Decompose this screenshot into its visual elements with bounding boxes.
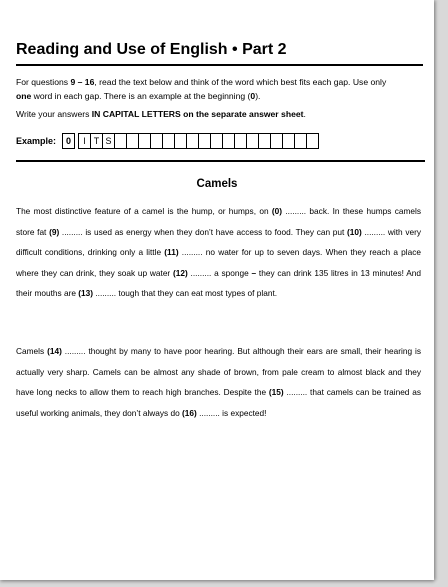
article-heading: Camels [196,178,238,190]
example-letter-box [115,133,127,149]
paragraph-text: ......... thought by many to have poor hearing. But although their ears are small, their hearing is actually very sharp. Camels can be almost any shade of brown, from pale cream to almost black and they have long necks to allow them to reach high branches. Despite the [16,346,421,397]
example-row [16,133,319,149]
example-letter-box: T [91,133,103,149]
paragraph-text: ......... tough that they can eat most types of plant. [93,288,278,298]
instr-text: . [303,109,306,119]
example-letter-box [235,133,247,149]
example-letter-box [259,133,271,149]
paragraph-text: ......... that camels can be trained as useful working animals, they don’t always do [16,387,421,418]
section-divider [16,160,425,162]
paragraph-text: ......... is expected! [196,407,267,418]
paragraph-text: ......... a sponge [187,267,252,278]
example-letter-box [175,133,187,149]
instr-bold-one: one [16,91,32,101]
gap-number: (14) [47,346,62,356]
example-letter-box [247,133,259,149]
example-letter-box [151,133,163,149]
instr-text: For questions [16,77,71,87]
paragraph-text: they can drink 135 litres in 13 minutes! And their mouths are [16,267,421,298]
example-label: Example: [16,136,57,146]
example-letter-box [307,133,319,149]
article-paragraph-2 [16,341,421,423]
gap-number: (15) [268,387,284,397]
instr-text: word in each gap. There is an example at the beginning ( [31,91,251,101]
example-letter-box [223,133,235,149]
example-letter-box [187,133,199,149]
example-answer-boxes [62,133,319,149]
article-paragraph-1 [16,201,421,304]
example-letter-box: I [78,133,91,149]
example-letter-box [127,133,139,149]
gap-number: (9) [49,226,60,237]
example-letter-box [199,133,211,149]
instr-text: ). [255,91,261,101]
example-letter-box [163,133,175,149]
paragraph-text: ......... is used as energy when they don’t have access to food. They can put [59,226,347,237]
paragraph-text: The most distinctive feature of a camel is the hump, or humps, on [16,206,272,216]
paragraph-text: ......... with very difficult conditions, drinking only a little [16,226,422,257]
gap-number: (11) [164,247,179,257]
example-letter-box [283,133,295,149]
instr-example-ref: 0 [250,91,256,101]
instructions-line-3 [16,107,426,122]
paragraph-text: Camels [16,346,48,356]
example-number-box: 0 [62,133,75,149]
example-letter-box [211,133,223,149]
page-title: Reading and Use of English • Part 2 [16,41,287,58]
example-letter-boxes [78,133,319,149]
gap-number: (10) [347,226,362,237]
gap-number: (16) [182,407,197,418]
instr-text: Write your answers [16,109,92,119]
gap-number: (13) [78,288,94,298]
instructions-line-1 [16,75,426,90]
gap-number: (12) [173,267,188,278]
instr-answer-sheet-note: IN CAPITAL LETTERS on the separate answer sheet [91,109,304,119]
paragraph-text: ......... back. In these humps camels store fat [16,206,421,237]
example-letter-box [295,133,307,149]
instructions-line-2 [16,89,426,104]
title-divider [16,64,423,66]
example-letter-box [139,133,151,149]
example-letter-box: S [103,133,115,149]
instr-text: , read the text below and think of the word which best fits each gap. Use only [94,77,387,87]
gap-number: – [251,267,257,278]
paragraph-text: ......... no water for up to seven days. When they reach a place where they can drink, they soak up water [16,247,421,278]
example-letter-box [271,133,283,149]
gap-number: (0) [271,206,283,216]
question-range: 9 – 16 [70,77,95,87]
